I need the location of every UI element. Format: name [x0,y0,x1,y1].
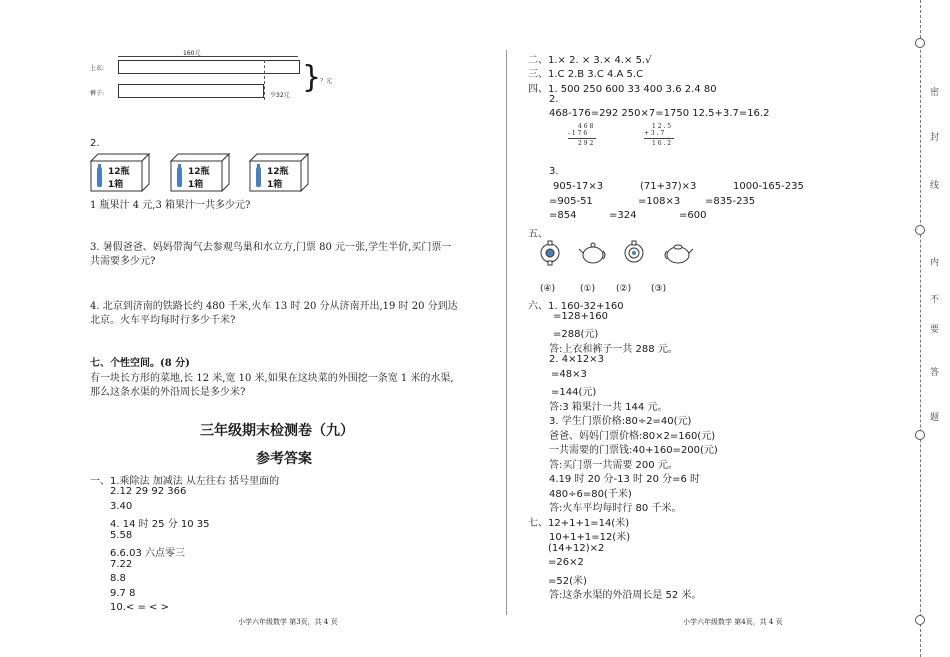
answer-line: 答:这条水渠的外沿周长是 52 米。 [549,590,702,601]
view-label: (①) [580,284,596,294]
answer-5: 五、 [528,229,548,240]
box-label-1b: 1箱 [108,180,124,190]
calc-a2: =905-51 [549,196,593,207]
q4-line1: 4. 北京到济南的铁路长约 480 千米,火车 13 时 20 分从济南开出,19 时 20 分到达 [90,301,458,312]
box-label-1a: 12瓶 [108,167,130,177]
answer-line: 4.19 时 20 分-13 时 20 分=6 时 [549,474,701,485]
answer-title: 参考答案 [256,451,312,467]
binding-char: 封 [930,133,940,143]
answer-item: 7.22 [110,559,133,570]
answer-4-2-equations: 468-176=292 250×7=1750 12.5+3.7=16.2 [549,108,770,119]
binding-char: 线 [930,181,940,191]
binding-hole-icon [915,615,925,625]
answer-line: 480÷6=80(千米) [549,489,632,500]
calc-c1: 1000-165-235 [733,181,804,192]
answer-4-3: 3. [549,166,559,177]
binding-char: 要 [930,325,940,335]
answer-1: 一、1.乘除法 加减法 从左往右 括号里面的 [90,476,280,487]
answer-line: =26×2 [548,557,584,568]
question-label: ？元 [320,78,333,85]
q4-line2: 北京。火车平均每时行多少千米? [90,315,236,326]
answer-3: 三、1.C 2.B 3.C 4.A 5.C [528,69,644,80]
binding-hole-icon [915,430,925,440]
answer-line: 七、12+1+1=14(米) [528,518,630,529]
binding-dashed-line [920,0,921,657]
answer-line: =144(元) [551,387,597,398]
answer-line: =288(元) [553,329,599,340]
page-footer-right: 小学六年级数学 第4页，共 4 页 [683,618,783,626]
calc-a1: 905-17×3 [553,181,604,192]
answer-item: 8.8 [110,573,126,584]
answer-line: 3. 学生门票价格:80÷2=40(元) [549,416,692,427]
q2-number: 2. [90,138,100,149]
shirt-label: 上衣: [90,65,105,72]
total-brace [118,56,298,57]
compare-dash [264,60,265,100]
answer-line: (14+12)×2 [548,543,605,554]
teapot-top-view-icon [540,240,564,266]
answer-4-2: 2. [549,94,559,105]
answer-line: 六、1. 160-32+160 [528,301,624,312]
answer-2: 二、1.× 2. × 3.× 4.× 5.√ [528,55,652,66]
answer-item: 10.< = < > [110,602,169,613]
calc-b3: =324 [609,210,637,221]
q7-title: 七、个性空间。(8 分) [90,358,190,369]
answer-item: 2.12 29 92 366 [110,486,187,497]
box-label-3a: 12瓶 [267,167,289,177]
answer-line: 答:3 箱果汁一共 144 元。 [549,402,668,413]
page-footer-left: 小学六年级数学 第3页，共 4 页 [238,618,338,626]
calc-b2: =108×3 [638,196,681,207]
answer-line: 一共需要的门票钱:40+160=200(元) [549,445,718,456]
binding-char: 密 [930,88,940,98]
binding-char: 不 [930,295,940,305]
answer-4: 四、1. 500 250 600 33 400 3.6 2.4 80 [528,84,717,95]
total-label: 160元 [183,50,201,57]
q3-line1: 3. 暑假爸爸、妈妈带淘气去参观鸟巢和水立方,门票 80 元一张,学生半价,买门票一 [90,242,452,253]
page-divider [506,50,507,615]
paper-title: 三年级期末检测卷（九） [200,423,354,439]
answer-item: 4. 14 时 25 分 10 35 [110,519,210,530]
box-label-2a: 12瓶 [188,167,210,177]
answer-item: 9.7 8 [110,588,136,599]
answer-line: 答:买门票一共需要 200 元。 [549,460,678,471]
answer-line: 答:上衣和裤子一共 288 元。 [549,344,678,355]
view-label: (②) [616,284,632,294]
pants-label: 裤子: [90,90,105,97]
binding-char: 内 [930,258,940,268]
answer-line: =48×3 [551,369,587,380]
binding-char: 题 [930,413,940,423]
brace: } [302,60,322,95]
calc-c2: =835-235 [705,196,756,207]
q7-line2: 那么这条水渠的外沿周长是多少米? [90,387,246,398]
q2-text: 1 瓶果汁 4 元,3 箱果汁一共多少元? [90,200,251,211]
view-label: (④) [540,284,556,294]
teapot-bottom-view-icon [624,240,648,266]
calc-b1: (71+37)×3 [640,181,697,192]
less-label: 少32元 [270,92,290,99]
binding-hole-icon [915,225,925,235]
binding-strip [908,0,950,657]
pants-bar [118,84,264,98]
q3-line2: 共需要多少元? [90,256,156,267]
binding-char: 答 [930,368,940,378]
answer-line: 答:火车平均每时行 80 千米。 [549,503,682,514]
answer-line: 2. 4×12×3 [549,354,604,365]
answer-item: 6.6.03 六点零三 [110,548,185,559]
box-label-2b: 1箱 [188,180,204,190]
answer-item: 3.40 [110,501,133,512]
binding-hole-icon [915,38,925,48]
calc-a3: =854 [549,210,577,221]
shirt-bar [118,60,300,74]
answer-line: 10+1+1=12(米) [549,532,631,543]
answer-item: 5.58 [110,530,133,541]
teapot-front-view-icon [578,240,608,266]
answer-line: =52(米) [548,576,587,587]
calc-c3: =600 [679,210,707,221]
teapot-side-view-icon [662,240,694,266]
answer-line: =128+160 [553,311,608,322]
view-label: (③) [651,284,667,294]
box-label-3b: 1箱 [267,180,283,190]
answer-line: 爸爸、妈妈门票价格:80×2=160(元) [549,431,716,442]
q7-line1: 有一块长方形的菜地,长 12 米,宽 10 米,如果在这块菜的外围挖一条宽 1 米的水渠, [90,373,454,384]
